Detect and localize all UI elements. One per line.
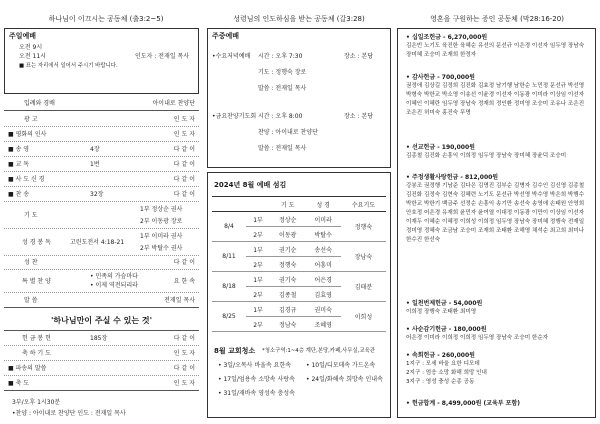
cleaning-item: • 10일/디모데속 가드온속 (306, 362, 376, 369)
order-responsive: ■ 교 독 (8, 161, 30, 168)
schedule-reading: 조혜영 (305, 317, 340, 332)
offering-weekly-label: • 주정생활사랑헌금 - 812,000원 (406, 173, 589, 182)
offering-thanks-names: 권정애 김상길 김정희 김진화 김효정 남기행 남한순 노민정 문선규 박선영 박형숙 박한교 박소영 이송선 이윤경 이선자 이동광 이미라 이상임 이선자 이혜인 이혜란 임두영 장남숙 정재희 정인환 정미영 조승미 조유나 조은진 조은진 허미숙 홍진숙 무명 (406, 83, 585, 116)
schedule-reading: 박탈수 (305, 227, 340, 242)
offering-tithe-names: 김은빈 노기도 육진한 육혜순 유선의 문선규 이은경 이선자 임두영 장남숙 장미혜 조승미 조재희 한정자 (406, 43, 585, 58)
order-responsive-lead: 다 같 이 (173, 161, 195, 168)
schedule-prayer: 정상순 (270, 212, 305, 227)
schedule-reading: 어은경 (305, 272, 340, 287)
order-doxology-lead: 다 같 이 (173, 146, 195, 153)
offering-thanks-label: • 감사헌금 - 700,000원 (406, 73, 589, 82)
third-service-time: 3부/오후 1시30분 (12, 399, 61, 406)
fri-label: •금요찬양기도회 (212, 113, 257, 120)
offering-mission-label: • 선교헌금 - 190,000원 (406, 143, 589, 152)
fri-praise: 찬양 : 아이내로 찬양단 (258, 129, 318, 136)
order-reading-verse: 고린도전서 4:18-21 (70, 239, 125, 246)
worship-time-1: 오전 9시 (19, 44, 43, 51)
offering-weekly-names: 강봉조 권정행 기남준 김다은 김명진 김부순 김병자 김수인 김신영 김종철 김진화 김정숙 김현숙 김혜련 노기도 문선규 박선영 박수영 박은희 박행수 박한교 박한기 백금주 선정순 손흥익 송기만 송선숙 송영애 손태원 안영희 안호정 어은경 유재희 윤민자 윤여열 이대정 이동광 이만이 이상임 이선자 이재두 이혜순 이혜정 이희성 이희정 임두영 장남숙 장미혜 정행숙 전재일 정미영 정혜숙 조금남 조승미 조재희 조태환 조해영 채석순 최고희 최미나 한수진 한선숙 (406, 183, 585, 243)
order-reading-1: 1부 이미라 권사 (140, 233, 183, 240)
offering-box (397, 28, 596, 418)
table-row (212, 212, 386, 227)
schedule-prayer: 정행숙 (270, 257, 305, 272)
schedule-prayer: 권기숙 (270, 272, 305, 287)
order-peace-lead: 인 도 자 (173, 131, 195, 138)
order-sending-lead: 다 같 이 (173, 365, 195, 372)
order-prayer-2: 2부 이동광 장로 (140, 218, 183, 225)
order-blessing-prayer: 축 하 기 도 (22, 350, 51, 357)
cleaning-item: • 17일/엄용속 소망속 사랑속 (218, 376, 295, 383)
schedule-reading: 송선숙 (305, 242, 340, 257)
order-offering-lead: 다 같 이 (173, 335, 195, 342)
offering-thousand-label: • 일천번제헌금 - 54,000원 (406, 299, 589, 308)
cleaning-item: • 3일/오목사 바울속 요한속 (218, 362, 292, 369)
schedule-prayer: 김경규 (270, 302, 305, 317)
order-choir-lead: 다 같 이 (173, 259, 195, 266)
order-reading-2: 2부 박탈수 권사 (140, 245, 183, 252)
order-hymn: ■ 찬 송 (8, 191, 30, 198)
order-prayer: 기 도 (24, 212, 38, 219)
third-service-info: •찬양 : 아이내로 찬양단 인도 : 전재일 목사 (12, 410, 126, 417)
schedule-prayer: 권기순 (270, 242, 305, 257)
weekday-worship-box (207, 28, 391, 168)
order-sermon-lead: 전재일 목사 (164, 297, 195, 304)
schedule-reading: 김효영 (305, 287, 340, 302)
order-prayer-1: 1부 정상순 권사 (140, 206, 183, 213)
order-special-lead: 요 한 속 (173, 278, 195, 285)
schedule-part: 1부 (246, 302, 270, 317)
schedule-title: 2024년 8월 예배 섬김 (214, 181, 287, 189)
schedule-head-date (212, 197, 246, 212)
order-benediction-lead: 인 도 자 (173, 380, 195, 387)
schedule-part: 2부 (246, 227, 270, 242)
schedule-head-part (246, 197, 270, 212)
cleaning-item: • 31일/재바속 영성속 충성속 (218, 390, 295, 397)
table-row (212, 242, 386, 257)
col1-head-right: 아이내로 찬양단 (152, 100, 195, 107)
order-benediction: ■ 축 도 (8, 380, 30, 387)
offering-thousand (406, 299, 589, 317)
schedule-prayer: 정남숙 (270, 317, 305, 332)
order-sending: ■ 파송의 말씀 (8, 365, 47, 372)
order-special: 특 별 찬 양 (22, 278, 51, 285)
schedule-date: 8/25 (212, 302, 246, 332)
offering-tithe-label: • 십일조헌금 - 6,270,000원 (406, 33, 589, 42)
schedule-head-wed: 수요기도 (341, 197, 386, 212)
schedule-date: 8/11 (212, 242, 246, 272)
wed-label: •수요저녁예배 (212, 53, 251, 60)
schedule-reading: 어흥미 (305, 257, 340, 272)
cleaning-title: 8월 교회청소 (214, 347, 256, 355)
offering-weekly (406, 173, 589, 245)
table-row (212, 302, 386, 317)
offering-lent (406, 325, 589, 343)
special-song-2: • 이제 역전되리라 (90, 282, 138, 289)
offering-total (406, 399, 589, 408)
cleaning-item: • 24일/화해속 희망속 인내속 (306, 376, 383, 383)
col3-title: 영혼을 구원하는 증인 공동체 (막28:16-20) (430, 15, 564, 23)
order-creed: ■ 사 도 신 경 (8, 176, 45, 183)
col1-head-left: 입례와 경배 (24, 100, 55, 107)
offering-group-label: • 속회헌금 - 260,000원 (406, 351, 589, 360)
schedule-part: 2부 (246, 257, 270, 272)
worship-presider: 인도자 : 전재일 목사 (135, 53, 190, 60)
schedule-wed: 장남숙 (341, 242, 386, 272)
schedule-prayer: 김종철 (270, 287, 305, 302)
schedule-part: 1부 (246, 272, 270, 287)
order-reading: 성 경 봉 독 (22, 239, 51, 246)
table-row (212, 272, 386, 287)
order-hymn-lead: 다 같 이 (173, 191, 195, 198)
offering-group (406, 351, 589, 387)
worship-time-2: 오전 11시 (19, 53, 46, 60)
sermon-title: '하나님만이 주실 수 있는 것' (50, 316, 153, 325)
order-doxology: ■ 송 영 (8, 146, 30, 153)
schedule-part: 2부 (246, 317, 270, 332)
offering-tithe (406, 33, 589, 60)
weekday-label: 주중예배 (212, 32, 240, 40)
standing-note: ■ 표는 자리에서 일어서 주시기 바랍니다. (19, 63, 118, 69)
order-sermon: 말 씀 (24, 297, 38, 304)
schedule-prayer: 이동광 (270, 227, 305, 242)
order-blessing-prayer-lead: 인 도 자 (173, 350, 195, 357)
col2-title: 성령님의 인도하심을 받는 공동체 (갈3:28) (233, 15, 365, 23)
wed-prayer: 기도 : 정행숙 장로 (258, 69, 307, 76)
wed-time: 시간 : 오후 7:30 (258, 53, 303, 60)
schedule-head-prayer: 기 도 (270, 197, 305, 212)
col1-title: 하나님이 이끄시는 공동체 (출3:2~5) (48, 15, 164, 23)
offering-lent-names: 어은경 이미라 이희정 이희정 임두영 장남숙 조승미 한순자 (406, 335, 549, 341)
order-choir: 성 찬 (24, 259, 38, 266)
order-creed-lead: 다 같 이 (173, 176, 195, 183)
offering-lent-label: • 사순감기헌금 - 180,000원 (406, 325, 589, 334)
schedule-date: 8/18 (212, 272, 246, 302)
offering-thanks (406, 73, 589, 118)
schedule-head-reading: 성 경 (305, 197, 340, 212)
cleaning-note: *청소구역:1~4층 계단,본당,카페,사무실,교육관 (262, 348, 375, 354)
worship-header-box (4, 28, 199, 94)
order-doxology-hymn: 4장 (90, 146, 100, 153)
schedule-part: 1부 (246, 212, 270, 227)
offering-thousand-names: 이희정 장행숙 조태환 최미영 (406, 309, 477, 315)
schedule-wed: 김태분 (341, 272, 386, 302)
special-song-1: • 민족의 가슴마다 (90, 273, 138, 280)
schedule-reading: 권미숙 (305, 302, 340, 317)
fri-time: 시간 : 오후 8:00 (258, 113, 303, 120)
schedule-reading: 이미라 (305, 212, 340, 227)
schedule-wed: 이희성 (341, 302, 386, 332)
order-peace: ■ 평화의 인사 (8, 131, 47, 138)
offering-group-districts: 1지구 : 모세 바울 요한 디모데 2지구 : 엄응 소망 화해 희망 인내 3지구 : 영성 충성 순종 공동 (406, 361, 487, 385)
schedule-wed: 정행숙 (341, 212, 386, 242)
schedule-part: 2부 (246, 287, 270, 302)
order-hymn-num: 32장 (90, 191, 104, 198)
offering-mission-names: 김종철 김진화 손흥익 이희정 임두영 장남숙 장미혜 장윤덕 조승미 (406, 153, 567, 159)
schedule-part: 1부 (246, 242, 270, 257)
wed-sermon: 말씀 : 전재일 목사 (258, 85, 307, 92)
wed-place: 장소 : 본당 (344, 53, 374, 60)
fri-place: 장소 : 본당 (344, 113, 374, 120)
worship-label: 주일예배 (9, 32, 37, 40)
fri-sermon: 말씀 : 전재일 목사 (258, 145, 307, 152)
offering-total-label: • 헌금합계 - 8,499,000원 (교육부 포함) (406, 399, 589, 408)
order-offering-hymn: 185장 (90, 335, 108, 342)
order-announce-lead: 인 도 자 (173, 116, 195, 123)
order-announce: 광 고 (24, 116, 38, 123)
offering-mission (406, 143, 589, 161)
schedule-date: 8/4 (212, 212, 246, 242)
order-offering: 헌 금 봉 헌 (22, 335, 51, 342)
order-responsive-num: 1번 (90, 161, 100, 168)
schedule-table (212, 196, 386, 332)
